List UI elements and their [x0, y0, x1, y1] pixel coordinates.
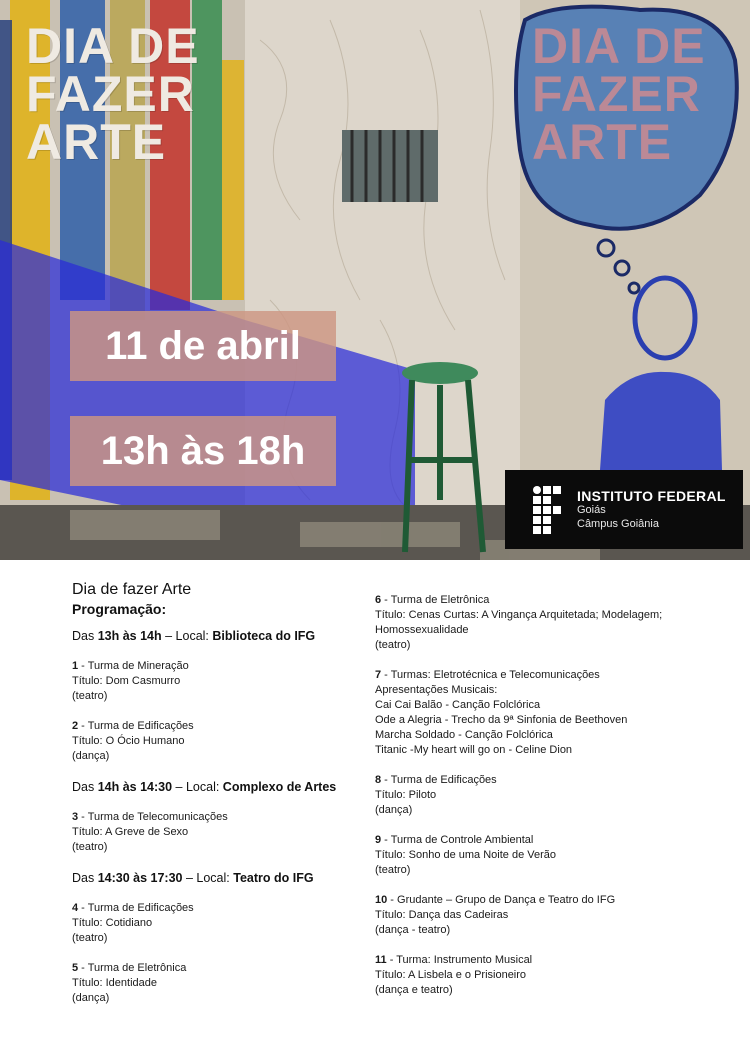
ghost-title-line: DIA DE — [532, 18, 706, 74]
program-title: Dia de fazer Arte — [72, 581, 192, 598]
program-item: 10 - Grudante – Grupo de Dança e Teatro do IFG Título: Dança das Cadeiras (dança - teatro) — [375, 894, 616, 936]
program-item: 9 - Turma de Controle Ambiental Título: Sonho de uma Noite de Verão (teatro) — [375, 834, 557, 876]
ghost-title-line: FAZER — [532, 66, 701, 122]
schedule-left-column — [72, 580, 357, 1021]
program-item: 1 - Turma de Mineração Título: Dom Casmurro (teatro) — [72, 660, 189, 702]
program-item: 4 - Turma de Edificações Título: Cotidiano (teatro) — [72, 902, 194, 944]
program-item: 2 - Turma de Edificações Título: O Ócio Humano (dança) — [72, 720, 194, 762]
program-item: 7 - Turmas: Eletrotécnica e Telecomunicações Apresentações Musicais: Cai Cai Balão - Canção Folclórica Ode a Alegria - Trecho da 9ª Sinfonia de Beethoven Marcha Soldado - Canção Folclórica Titanic -My heart will go on - Celine Dion — [375, 669, 628, 756]
schedule-right-column — [375, 593, 705, 1013]
time-slot: Das 14h às 14:30 – Local: Complexo de Artes — [72, 780, 337, 794]
program-item: 5 - Turma de Eletrônica Título: Identidade (dança) — [72, 962, 187, 1004]
logo-institution-name: INSTITUTO FEDERAL — [577, 487, 726, 504]
logo-state: Goiás — [577, 503, 606, 516]
event-date: 11 de abril — [70, 311, 336, 381]
instituto-federal-logo — [505, 470, 743, 549]
if-logo-mark-icon — [533, 486, 569, 534]
logo-campus: Câmpus Goiânia — [577, 517, 659, 530]
program-item: 3 - Turma de Telecomunicações Título: A Greve de Sexo (teatro) — [72, 811, 228, 853]
poster-title — [26, 18, 200, 170]
ghost-title-line: ARTE — [532, 114, 673, 170]
event-time: 13h às 18h — [70, 416, 336, 486]
poster-title-line: ARTE — [26, 114, 167, 170]
program-item: 8 - Turma de Edificações Título: Piloto (dança) — [375, 774, 497, 816]
program-item: 6 - Turma de Eletrônica Título: Cenas Curtas: A Vingança Arquitetada; Modelagem; Homossexualidade (teatro) — [375, 594, 663, 651]
poster-title-line: FAZER — [26, 66, 195, 122]
time-slot: Das 13h às 14h – Local: Biblioteca do IFG — [72, 629, 316, 643]
poster-title-line: DIA DE — [26, 18, 200, 74]
time-slot: Das 14:30 às 17:30 – Local: Teatro do IFG — [72, 871, 314, 885]
program-subtitle: Programação: — [72, 601, 167, 617]
program-item: 11 - Turma: Instrumento Musical Título: A Lisbela e o Prisioneiro (dança e teatro) — [375, 954, 533, 996]
poster-ghost-title — [532, 18, 706, 170]
